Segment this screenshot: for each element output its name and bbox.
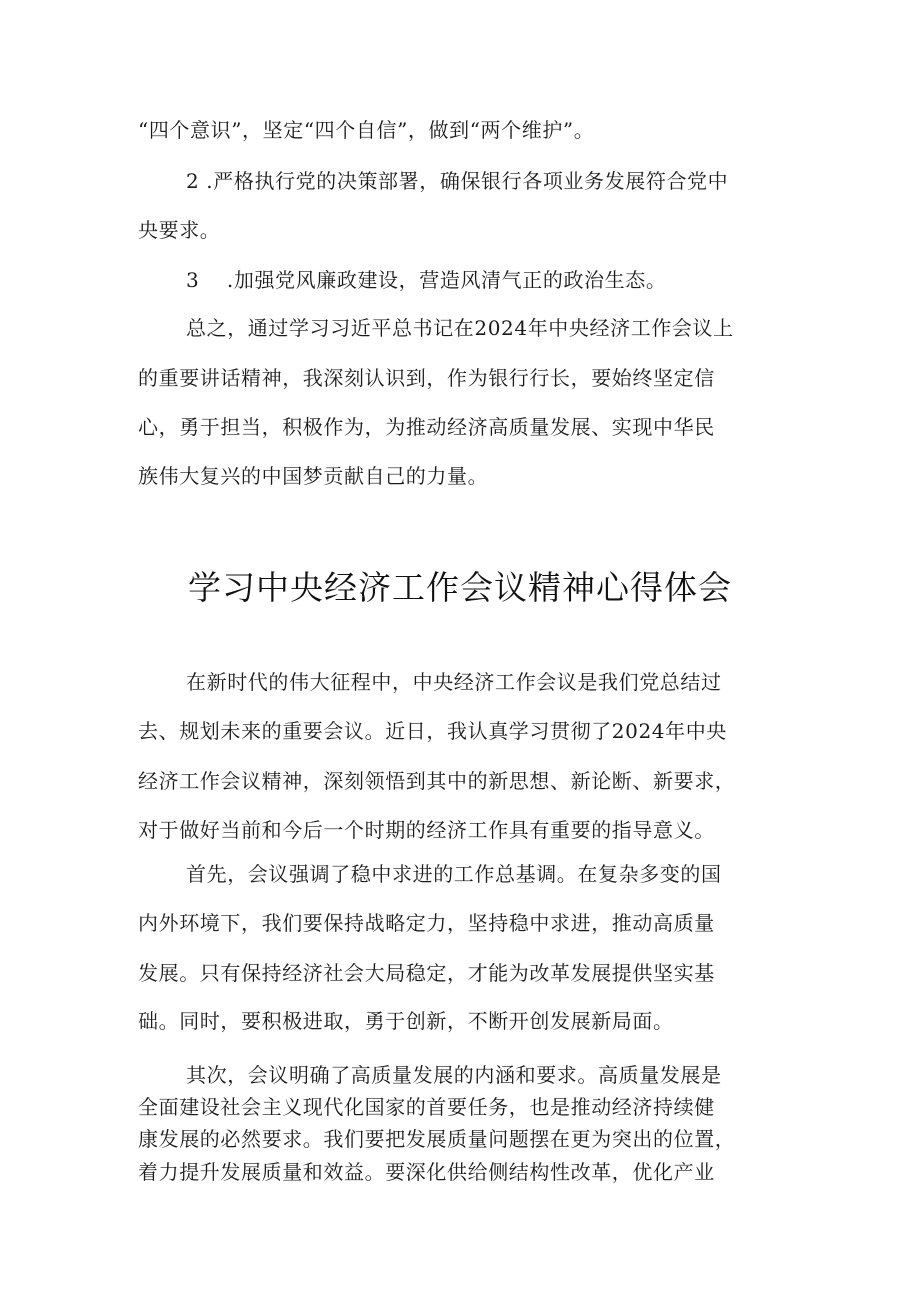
conclusion-line: 心，勇于担当，积极作为，为推动经济高质量发展、实现中华民 xyxy=(138,415,715,439)
body-line: 首先，会议强调了稳中求进的工作总基调。在复杂多变的国 xyxy=(186,862,722,886)
conclusion-line: 族伟大复兴的中国梦贡献自己的力量。 xyxy=(138,464,489,488)
body-line: 内外环境下，我们要保持战略定力，坚持稳中求进，推动高质量 xyxy=(138,911,715,935)
body-line: 去、规划未来的重要会议。近日，我认真学习贯彻了2024年中央 xyxy=(138,719,727,743)
body-line: 对于做好当前和今后一个时期的经济工作具有重要的指导意义。 xyxy=(138,818,715,842)
body-line: 在新时代的伟大征程中，中央经济工作会议是我们党总结过 xyxy=(186,670,722,694)
body-line: 康发展的必然要求。我们要把发展质量问题摆在更为突出的位置， xyxy=(138,1127,736,1151)
list-item-2: 2 .严格执行党的决策部署，确保银行各项业务发展符合党中 xyxy=(186,169,729,193)
conclusion-line: 总之，通过学习习近平总书记在2024年中央经济工作会议上 xyxy=(186,316,734,340)
body-line: 其次，会议明确了高质量发展的内涵和要求。高质量发展是 xyxy=(186,1063,722,1087)
body-line: 经济工作会议精神，深刻领悟到其中的新思想、新论断、新要求， xyxy=(138,769,736,793)
body-line: 着力提升发展质量和效益。要深化供给侧结构性改革，优化产业 xyxy=(138,1160,715,1184)
list-item-3: 3 .加强党风廉政建设，营造风清气正的政治生态。 xyxy=(186,268,667,292)
body-line: 础。同时，要积极进取，勇于创新，不断开创发展新局面。 xyxy=(138,1009,674,1033)
body-line: 发展。只有保持经济社会大局稳定，才能为改革发展提供坚实基 xyxy=(138,961,715,985)
conclusion-line: 的重要讲话精神，我深刻认识到，作为银行行长，要始终坚定信 xyxy=(138,366,715,390)
paragraph-line: “四个意识”，坚定“四个自信”，做到“两个维护”。 xyxy=(138,118,595,142)
list-item-2-cont: 央要求。 xyxy=(138,218,221,242)
document-title: 学习中央经济工作会议精神心得体会 xyxy=(188,568,732,607)
body-line: 全面建设社会主义现代化国家的首要任务，也是推动经济持续健 xyxy=(138,1095,715,1119)
